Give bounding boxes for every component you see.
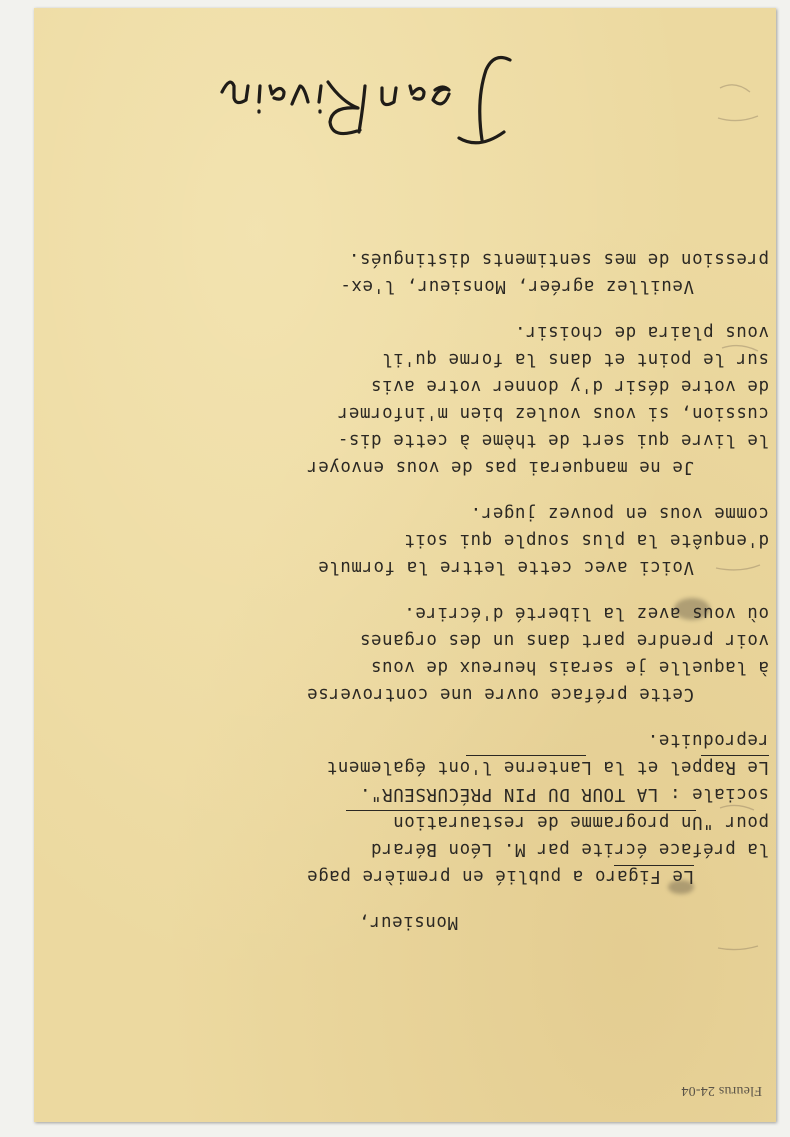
letter-line: Cette préface ouvre une controverse [306,684,694,704]
letter-line: la préface écrite par M. Léon Bérard [370,839,769,859]
underline-title [346,810,696,811]
underline-figaro [614,865,694,866]
letter-line: reproduite. [647,730,769,750]
letter-line: pour "Un programme de restauration [392,812,769,832]
letter-line: cussion, si vous voulez bien m'informer [337,403,769,423]
underline-lanterne [466,755,586,756]
letter-page [34,8,776,1122]
letter-line: sociale : LA TOUR DU PIN PRÉCURSEUR". [359,784,769,804]
letter-line: Veuillez agréer, Monsieur, l'ex- [339,276,694,296]
letter-line: sur le point et dans la forme qu'il [381,349,769,369]
letter-line: vous plaira de choisir. [514,322,769,342]
letter-line: Le Figaro a publié en première page [306,866,694,886]
letter-line: Le Rappel et la Lanterne l'ont également [326,757,769,777]
salutation: Monsieur, [358,912,458,932]
letter-line: Voici avec cette lettre la formule [317,557,694,577]
letter-line: de votre désir d'y donner votre avis [370,376,769,396]
letter-body [34,8,776,1122]
letter-line: d'enquête la plus souple qui soit [403,530,769,550]
letter-line: à laquelle je serais heureux de vous [370,657,769,677]
letter-line: Je ne manquerai pas de vous envoyer [306,457,694,477]
letter-line: pression de mes sentiments distingués. [348,249,769,269]
letterhead-phone: Fleurus 24-04 [681,1083,762,1098]
letter-line: où vous avez la liberté d'écrire. [403,603,769,623]
underline-rappel [701,755,769,756]
letter-line: comme vous en pouvez juger. [470,503,769,523]
handwritten-signature [184,52,544,172]
letter-line: voir prendre part dans un des organes [359,630,769,650]
letter-line: le livre qui sert de thème à cette dis- [337,430,769,450]
